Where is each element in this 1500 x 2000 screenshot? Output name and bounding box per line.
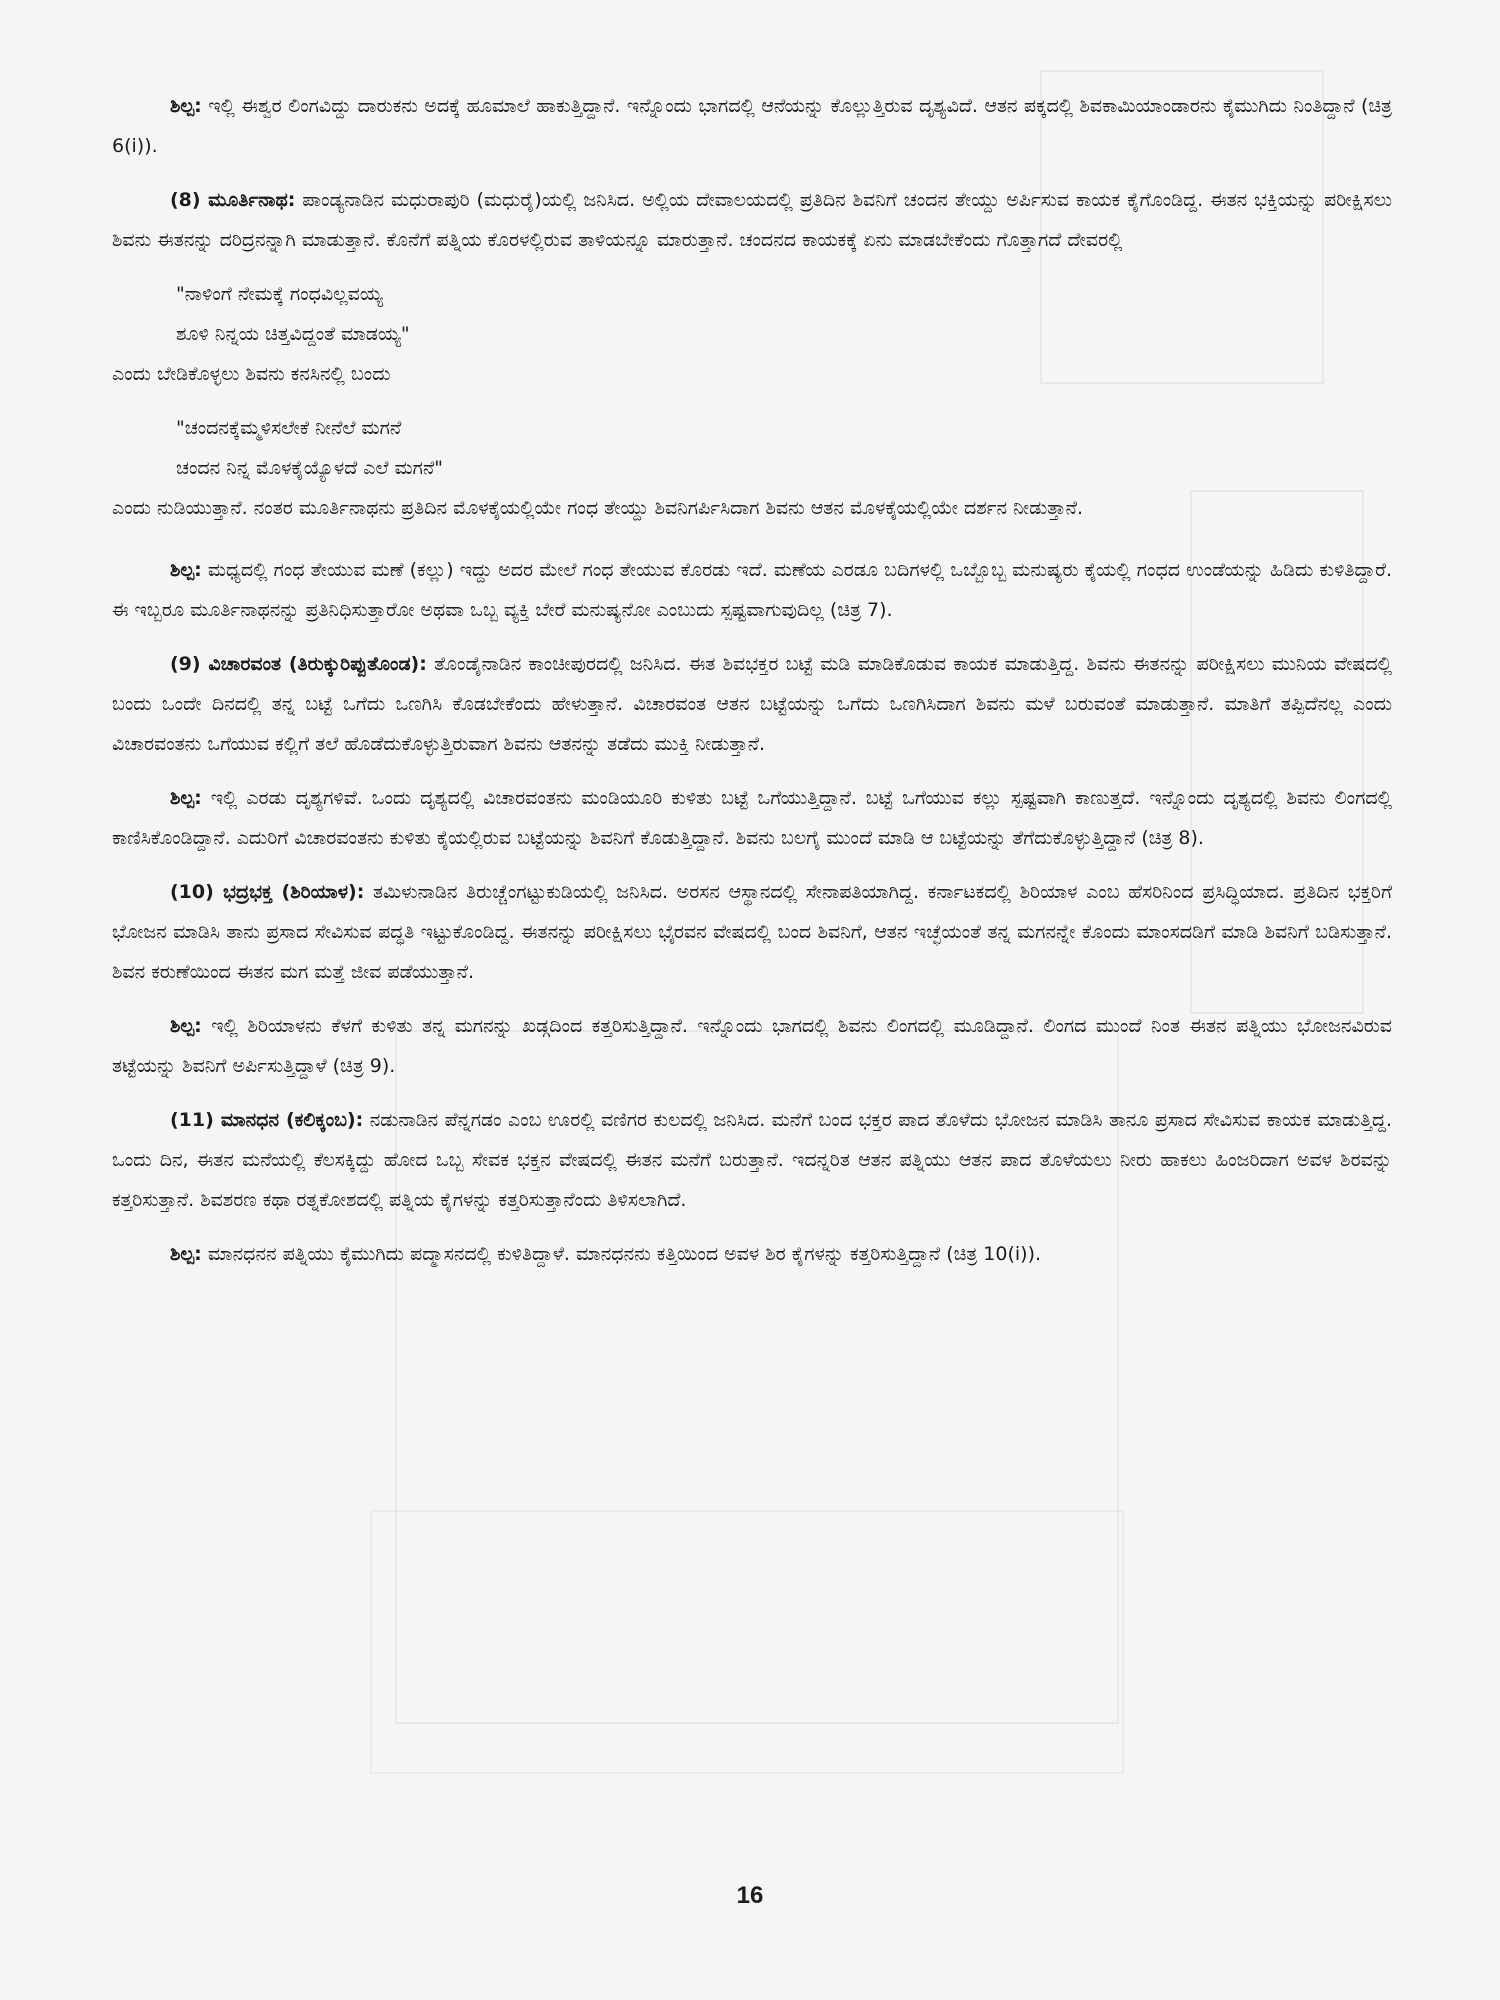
paragraph-text: ನಡುನಾಡಿನ ಪೆನ್ನಗಡಂ ಎಂಬ ಊರಲ್ಲಿ ವಣಿಗರ ಕುಲದಲ್ಲಿ ಜನಿಸಿದ. ಮನೆಗೆ ಬಂದ ಭಕ್ತರ ಪಾದ ತೊಳೆದು ಭೋಜನ ಮಾಡಿಸಿ ತಾನೂ ಪ್ರಸಾದ ಸೇವಿಸುವ ಕಾಯಕ ಮಾಡುತ್ತಿದ್ದ. ಒಂದು ದಿನ, ಈತನ ಮನೆಯಲ್ಲಿ ಕೆಲಸಕ್ಕಿದ್ದು ಹೋದ ಒಬ್ಬ ಸೇವಕ ಭಕ್ತನ ವೇಷದಲ್ಲಿ ಈತನ ಮನೆಗೆ ಬರುತ್ತಾನೆ. ಇದನ್ನರಿತ ಆತನ ಪತ್ನಿಯು ಆತನ ಪಾದ ತೊಳೆಯಲು ನೀರು ಹಾಕಲು ಹಿಂಜರಿದಾಗ ಅವಳ ಶಿರವನ್ನು ಕತ್ತರಿಸುತ್ತಾನೆ. ಶಿವಶರಣ ಕಥಾ ರತ್ನಕೋಶದಲ್ಲಿ ಪತ್ನಿಯ ಕೈಗಳನ್ನು ಕತ್ತರಿಸುತ್ತಾನೆಂದು ತಿಳಿಸಲಾಗಿದೆ.	[112, 1109, 1393, 1211]
paragraph-text: ಪಾಂಡ್ಯನಾಡಿನ ಮಧುರಾಪುರಿ (ಮಧುರೈ)ಯಲ್ಲಿ ಜನಿಸಿದ. ಅಲ್ಲಿಯ ದೇವಾಲಯದಲ್ಲಿ ಪ್ರತಿದಿನ ಶಿವನಿಗೆ ಚಂದನ ತೇಯ್ದು ಅರ್ಪಿಸುವ ಕಾಯಕ ಕೈಗೊಂಡಿದ್ದ. ಈತನ ಭಕ್ತಿಯನ್ನು ಪರೀಕ್ಷಿಸಲು ಶಿವನು ಈತನನ್ನು ದರಿದ್ರನನ್ನಾಗಿ ಮಾಡುತ್ತಾನೆ. ಕೊನೆಗೆ ಪತ್ನಿಯ ಕೊರಳಲ್ಲಿರುವ ತಾಳಿಯನ್ನೂ ಮಾರುತ್ತಾನೆ. ಚಂದನದ ಕಾಯಕಕ್ಕೆ ಏನು ಮಾಡಬೇಕೆಂದು ಗೊತ್ತಾಗದೆ ದೇವರಲ್ಲಿ	[112, 189, 1393, 251]
page-number: 16	[736, 1882, 764, 1909]
paragraph-murthinatha	[112, 180, 1392, 260]
paragraph-lead: (8) ಮೂರ್ತಿನಾಥ:	[170, 189, 296, 211]
paragraph-shilpa-9	[112, 1006, 1392, 1086]
paragraph-text: ತಮಿಳುನಾಡಿನ ತಿರುಚ್ಚೆಂಗಟ್ಟುಕುಡಿಯಲ್ಲಿ ಜನಿಸಿದ. ಅರಸನ ಆಸ್ಥಾನದಲ್ಲಿ ಸೇನಾಪತಿಯಾಗಿದ್ದ. ಕರ್ನಾಟಕದಲ್ಲಿ ಶಿರಿಯಾಳ ಎಂಬ ಹೆಸರಿನಿಂದ ಪ್ರಸಿದ್ಧಿಯಾದ. ಪ್ರತಿದಿನ ಭಕ್ತರಿಗೆ ಭೋಜನ ಮಾಡಿಸಿ ತಾನು ಪ್ರಸಾದ ಸೇವಿಸುವ ಪದ್ಧತಿ ಇಟ್ಟುಕೊಂಡಿದ್ದ. ಈತನನ್ನು ಪರೀಕ್ಷಿಸಲು ಭೈರವನ ವೇಷದಲ್ಲಿ ಬಂದ ಶಿವನಿಗೆ, ಆತನ ಇಚ್ಛೆಯಂತೆ ತನ್ನ ಮಗನನ್ನೇ ಕೊಂದು ಮಾಂಸದಡಿಗೆ ಮಾಡಿ ಶಿವನಿಗೆ ಬಡಿಸುತ್ತಾನೆ. ಶಿವನ ಕರುಣೆಯಿಂದ ಈತನ ಮಗ ಮತ್ತೆ ಜೀವ ಪಡೆಯುತ್ತಾನೆ.	[112, 881, 1392, 983]
paragraph-text: ಮಧ್ಯದಲ್ಲಿ ಗಂಧ ತೇಯುವ ಮಣೆ (ಕಲ್ಲು) ಇದ್ದು ಅದರ ಮೇಲೆ ಗಂಧ ತೇಯುವ ಕೊರಡು ಇದೆ. ಮಣೆಯ ಎರಡೂ ಬದಿಗಳಲ್ಲಿ ಒಬ್ಬೊಬ್ಬ ಮನುಷ್ಯರು ಕೈಯಲ್ಲಿ ಗಂಧದ ಉಂಡೆಯನ್ನು ಹಿಡಿದು ಕುಳಿತಿದ್ದಾರೆ. ಈ ಇಬ್ಬರೂ ಮೂರ್ತಿನಾಥನನ್ನು ಪ್ರತಿನಿಧಿಸುತ್ತಾರೋ ಅಥವಾ ಒಬ್ಬ ವ್ಯಕ್ತಿ ಬೇರೆ ಮನುಷ್ಯನೋ ಎಂಬುದು ಸ್ಪಷ್ಟವಾಗುವುದಿಲ್ಲ (ಚಿತ್ರ 7).	[112, 559, 1392, 621]
verse-line: ಚಂದನ ನಿನ್ನ ಮೊಳಕೈಯ್ಯೊಳದೆ ಎಲೆ ಮಗನೆ"	[176, 457, 444, 479]
paragraph-continuation: ಎಂದು ಬೇಡಿಕೊಳ್ಳಲು ಶಿವನು ಕನಸಿನಲ್ಲಿ ಬಂದು	[112, 363, 391, 385]
paragraph-text: ಇಲ್ಲಿ ಈಶ್ವರ ಲಿಂಗವಿದ್ದು ದಾರುಕನು ಅದಕ್ಕೆ ಹೂಮಾಲೆ ಹಾಕುತ್ತಿದ್ದಾನೆ. ಇನ್ನೊಂದು ಭಾಗದಲ್ಲಿ ಆನೆಯನ್ನು ಕೊಲ್ಲುತ್ತಿರುವ ದೃಶ್ಯವಿದೆ. ಆತನ ಪಕ್ಕದಲ್ಲಿ ಶಿವಕಾಮಿಯಾಂಡಾರನು ಕೈಮುಗಿದು ನಿಂತಿದ್ದಾನೆ (ಚಿತ್ರ 6(i)).	[112, 95, 1392, 157]
paragraph-lead: ಶಿಲ್ಪ:	[170, 1243, 202, 1265]
paragraph-lead: ಶಿಲ್ಪ:	[170, 787, 202, 809]
paragraph-text: ಇಲ್ಲಿ ಎರಡು ದೃಶ್ಯಗಳಿವೆ. ಒಂದು ದೃಶ್ಯದಲ್ಲಿ ವಿಚಾರವಂತನು ಮಂಡಿಯೂರಿ ಕುಳಿತು ಬಟ್ಟೆ ಒಗೆಯುತ್ತಿದ್ದಾನೆ. ಬಟ್ಟೆ ಒಗೆಯುವ ಕಲ್ಲು ಸ್ಪಷ್ಟವಾಗಿ ಕಾಣುತ್ತದೆ. ಇನ್ನೊಂದು ದೃಶ್ಯದಲ್ಲಿ ಶಿವನು ಲಿಂಗದಲ್ಲಿ ಕಾಣಿಸಿಕೊಂಡಿದ್ದಾನೆ. ಎದುರಿಗೆ ವಿಚಾರವಂತನು ಕುಳಿತು ಕೈಯಲ್ಲಿರುವ ಬಟ್ಟೆಯನ್ನು ಶಿವನಿಗೆ ಕೊಡುತ್ತಿದ್ದಾನೆ. ಶಿವನು ಬಲಗೈ ಮುಂದೆ ಮಾಡಿ ಆ ಬಟ್ಟೆಯನ್ನು ತೆಗೆದುಕೊಳ್ಳುತ್ತಿದ್ದಾನೆ (ಚಿತ್ರ 8).	[112, 787, 1392, 849]
paragraph-manadhana	[112, 1100, 1392, 1220]
paragraph-shilpa-6	[112, 86, 1392, 166]
verse-line: "ನಾಳಿಂಗೆ ನೇಮಕ್ಕೆ ಗಂಧವಿಲ್ಲವಯ್ಯ	[176, 283, 383, 305]
paragraph-text: ತೊಂಡೈನಾಡಿನ ಕಾಂಚೀಪುರದಲ್ಲಿ ಜನಿಸಿದ. ಈತ ಶಿವಭಕ್ತರ ಬಟ್ಟೆ ಮಡಿ ಮಾಡಿಕೊಡುವ ಕಾಯಕ ಮಾಡುತ್ತಿದ್ದ. ಶಿವನು ಈತನನ್ನು ಪರೀಕ್ಷಿಸಲು ಮುನಿಯ ವೇಷದಲ್ಲಿ ಬಂದು ಒಂದೇ ದಿನದಲ್ಲಿ ತನ್ನ ಬಟ್ಟೆ ಒಗೆದು ಒಣಗಿಸಿ ಕೊಡಬೇಕೆಂದು ಹೇಳುತ್ತಾನೆ. ವಿಚಾರವಂತ ಆತನ ಬಟ್ಟೆಯನ್ನು ಒಗೆದು ಒಣಗಿಸಿದಾಗ ಶಿವನು ಮಳೆ ಬರುವಂತೆ ಮಾಡುತ್ತಾನೆ. ಮಾತಿಗೆ ತಪ್ಪಿದೆನಲ್ಲ ಎಂದು ವಿಚಾರವಂತನು ಒಗೆಯುವ ಕಲ್ಲಿಗೆ ತಲೆ ಹೊಡೆದುಕೊಳ್ಳುತ್ತಿರುವಾಗ ಶಿವನು ಆತನನ್ನು ತಡೆದು ಮುಕ್ತಿ ನೀಡುತ್ತಾನೆ.	[112, 653, 1392, 755]
paragraph-vicharavanta	[112, 644, 1392, 764]
verse-quote	[112, 274, 1392, 354]
paragraph-text: ಇಲ್ಲಿ ಶಿರಿಯಾಳನು ಕೆಳಗೆ ಕುಳಿತು ತನ್ನ ಮಗನನ್ನು ಖಡ್ಗದಿಂದ ಕತ್ತರಿಸುತ್ತಿದ್ದಾನೆ. ಇನ್ನೊಂದು ಭಾಗದಲ್ಲಿ ಶಿವನು ಲಿಂಗದಲ್ಲಿ ಮೂಡಿದ್ದಾನೆ. ಲಿಂಗದ ಮುಂದೆ ನಿಂತ ಈತನ ಪತ್ನಿಯು ಭೋಜನವಿರುವ ತಟ್ಟೆಯನ್ನು ಶಿವನಿಗೆ ಅರ್ಪಿಸುತ್ತಿದ್ದಾಳೆ (ಚಿತ್ರ 9).	[112, 1015, 1392, 1077]
verse-line: ಶೂಳಿ ನಿನ್ನಯ ಚಿತ್ತವಿದ್ದಂತೆ ಮಾಡಯ್ಯ"	[176, 323, 410, 345]
paragraph-lead: (11) ಮಾನಧನ (ಕಲಿಕ್ಕಂಬ):	[170, 1109, 364, 1131]
show-through-figure-frame	[370, 1510, 1124, 1774]
paragraph-lead: ಶಿಲ್ಪ:	[170, 559, 202, 581]
paragraph-continuation: ಎಂದು ನುಡಿಯುತ್ತಾನೆ. ನಂತರ ಮೂರ್ತಿನಾಥನು ಪ್ರತಿದಿನ ಮೊಳಕೈಯಲ್ಲಿಯೇ ಗಂಧ ತೇಯ್ದು ಶಿವನಿಗರ್ಪಿಸಿದಾಗ ಶಿವನು ಆತನ ಮೊಳಕೈಯಲ್ಲಿಯೇ ದರ್ಶನ ನೀಡುತ್ತಾನೆ.	[112, 497, 1084, 519]
verse-quote	[112, 408, 1392, 488]
paragraph-bhadrabhakta	[112, 872, 1392, 992]
paragraph-lead: ಶಿಲ್ಪ:	[170, 95, 202, 117]
verse-line: "ಚಂದನಕ್ಕೆಮ್ಮಳಿಸಲೇಕೆ ನೀನೆಲೆ ಮಗನೆ	[176, 417, 402, 439]
paragraph-shilpa-8	[112, 778, 1392, 858]
paragraph-shilpa-7	[112, 550, 1392, 630]
paragraph-text: ಮಾನಧನನ ಪತ್ನಿಯು ಕೈಮುಗಿದು ಪದ್ಮಾಸನದಲ್ಲಿ ಕುಳಿತಿದ್ದಾಳೆ. ಮಾನಧನನು ಕತ್ತಿಯಿಂದ ಅವಳ ಶಿರ ಕೈಗಳನ್ನು ಕತ್ತರಿಸುತ್ತಿದ್ದಾನೆ (ಚಿತ್ರ 10(i)).	[201, 1243, 1042, 1265]
paragraph-lead: (9) ವಿಚಾರವಂತ (ತಿರುಕ್ಕುರಿಪ್ಪುತೊಂಡ):	[170, 653, 427, 675]
body-text	[112, 86, 1392, 1274]
paragraph-shilpa-10	[112, 1234, 1392, 1274]
paragraph-lead: ಶಿಲ್ಪ:	[170, 1015, 202, 1037]
paragraph-lead: (10) ಭದ್ರಭಕ್ತ (ಶಿರಿಯಾಳ):	[170, 881, 365, 903]
